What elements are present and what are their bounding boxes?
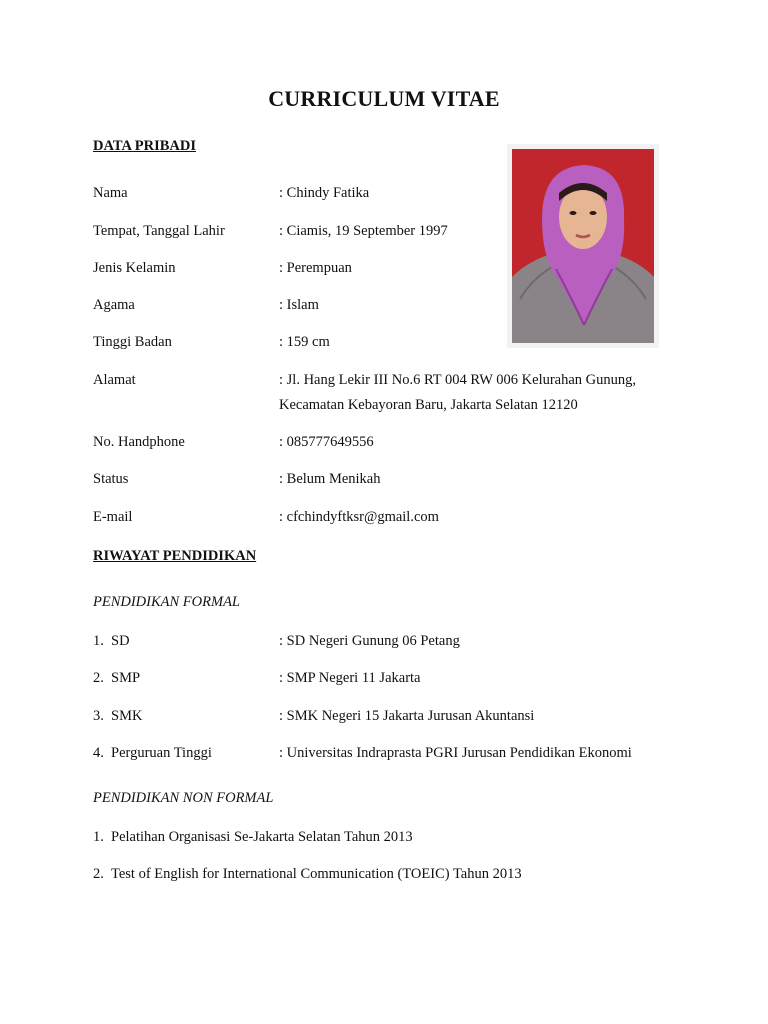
portrait-image	[512, 149, 654, 343]
field-value: : Ciamis, 19 September 1997	[279, 223, 448, 239]
education-level: Perguruan Tinggi	[111, 745, 212, 761]
education-school: : SD Negeri Gunung 06 Petang	[279, 633, 460, 649]
field-label: Jenis Kelamin	[93, 260, 176, 276]
sub-heading-pendidikan-formal: PENDIDIKAN FORMAL	[93, 594, 240, 610]
field-label: E-mail	[93, 509, 133, 525]
document-title: CURRICULUM VITAE	[268, 86, 500, 111]
education-school: : Universitas Indraprasta PGRI Jurusan Pendidikan Ekonomi	[279, 745, 632, 761]
field-label: No. Handphone	[93, 434, 185, 450]
non-formal-text: Pelatihan Organisasi Se-Jakarta Selatan Tahun 2013	[111, 829, 413, 845]
field-value-continuation: Kecamatan Kebayoran Baru, Jakarta Selatan 12120	[279, 397, 578, 413]
field-value: : 159 cm	[279, 334, 330, 350]
field-value: : Islam	[279, 297, 319, 313]
field-label: Agama	[93, 297, 135, 313]
field-value: : Chindy Fatika	[279, 185, 370, 201]
sub-heading-pendidikan-non-formal: PENDIDIKAN NON FORMAL	[93, 790, 274, 806]
field-label: Tempat, Tanggal Lahir	[93, 223, 225, 239]
field-value: : 085777649556	[279, 434, 374, 450]
profile-photo	[507, 144, 659, 348]
education-level: SMK	[111, 708, 143, 724]
item-number: 4.	[93, 745, 104, 761]
section-heading-riwayat-pendidikan: RIWAYAT PENDIDIKAN	[93, 548, 257, 564]
section-heading-data-pribadi: DATA PRIBADI	[93, 138, 196, 154]
field-value: : Jl. Hang Lekir III No.6 RT 004 RW 006 Kelurahan Gunung,	[279, 372, 637, 388]
field-value: : Perempuan	[279, 260, 352, 276]
item-number: 2.	[93, 670, 104, 686]
non-formal-text: Test of English for International Communication (TOEIC) Tahun 2013	[111, 866, 522, 882]
field-value: : cfchindyftksr@gmail.com	[279, 509, 439, 525]
education-school: : SMP Negeri 11 Jakarta	[279, 670, 421, 686]
item-number: 2.	[93, 866, 104, 882]
item-number: 1.	[93, 633, 104, 649]
item-number: 3.	[93, 708, 104, 724]
education-level: SD	[111, 633, 130, 649]
non-formal-item	[93, 829, 413, 846]
field-value: : Belum Menikah	[279, 471, 381, 487]
non-formal-item	[93, 866, 522, 883]
field-label: Status	[93, 471, 129, 487]
field-label: Tinggi Badan	[93, 334, 172, 350]
field-label: Alamat	[93, 372, 136, 388]
item-number: 1.	[93, 829, 104, 845]
education-level: SMP	[111, 670, 141, 686]
field-label: Nama	[93, 185, 128, 201]
education-school: : SMK Negeri 15 Jakarta Jurusan Akuntansi	[279, 708, 535, 724]
